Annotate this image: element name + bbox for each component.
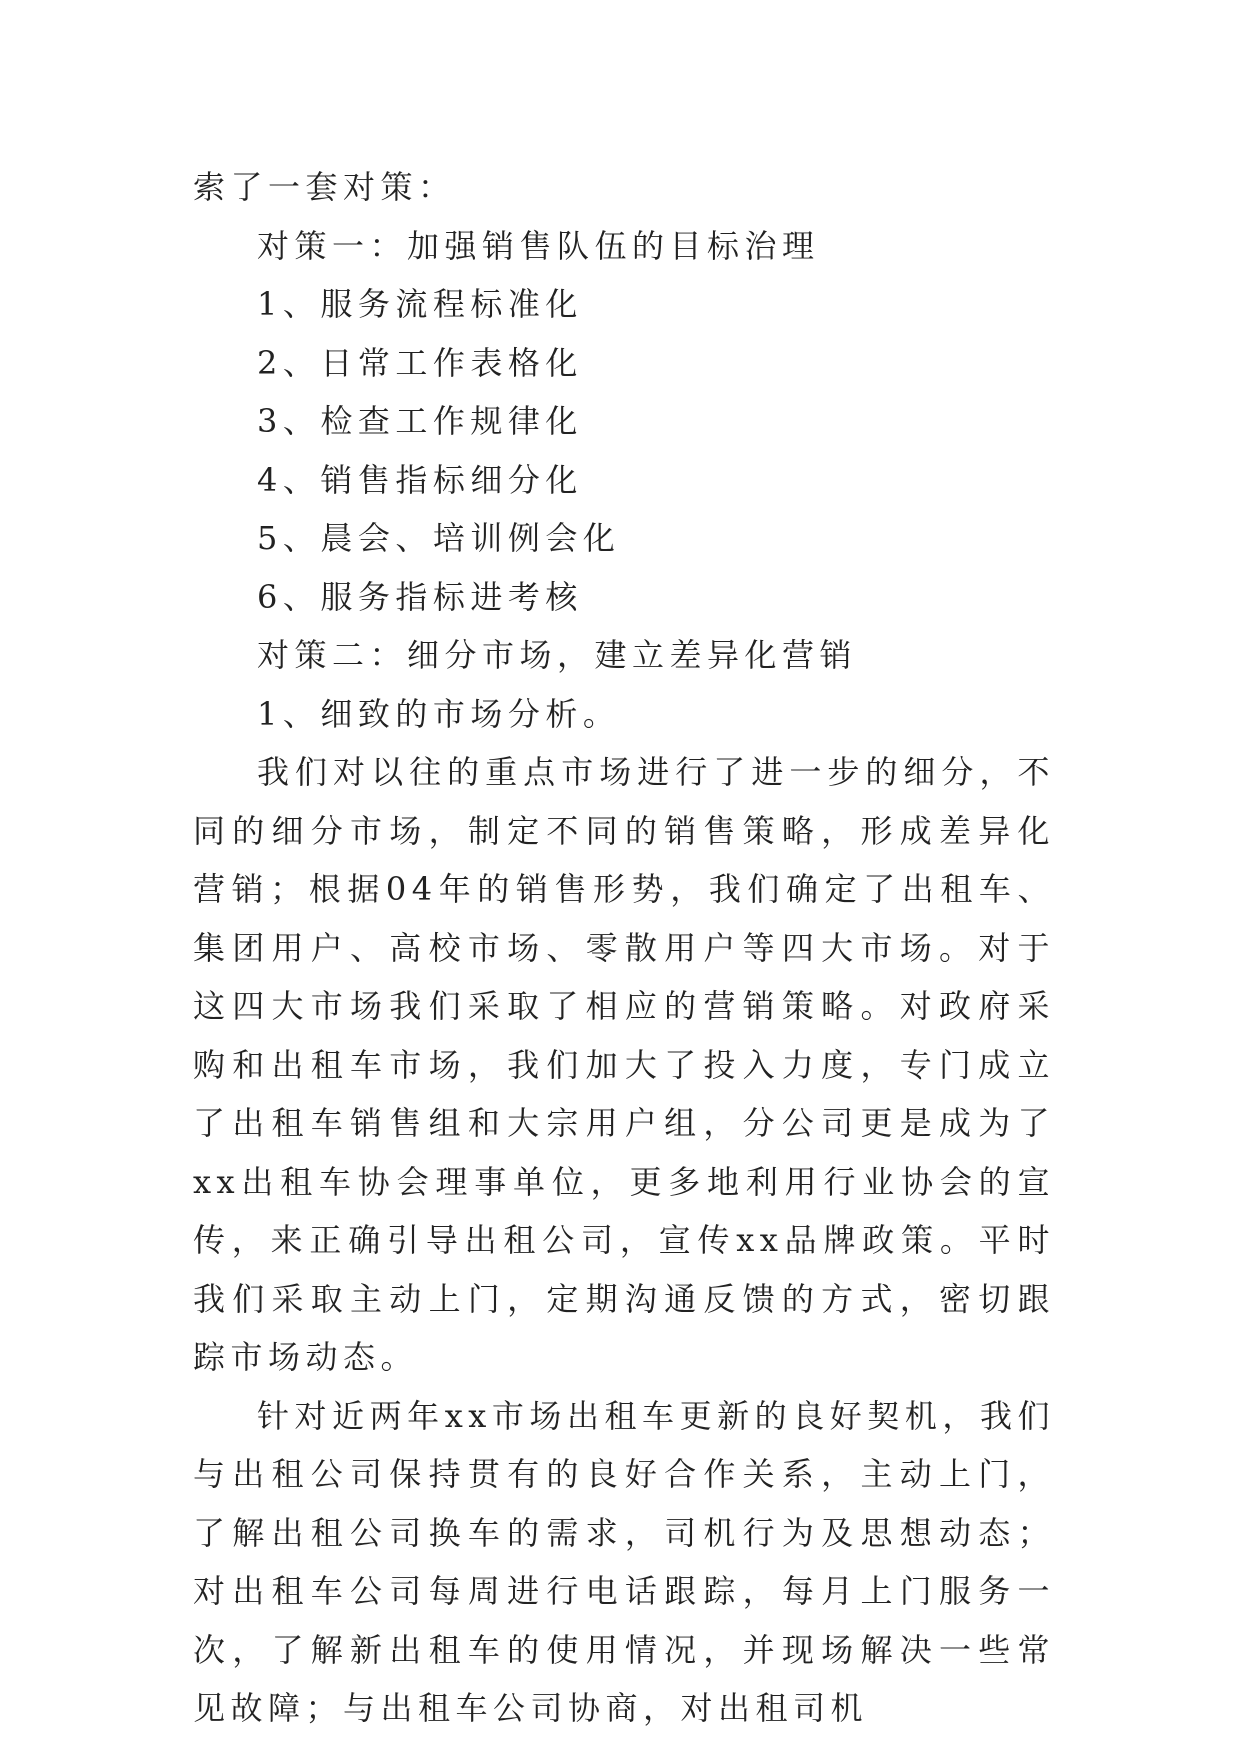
body-paragraph: 我们对以往的重点市场进行了进一步的细分，不同的细分市场，制定不同的销售策略，形成差异化营销；根据04年的销售形势，我们确定了出租车、集团用户、高校市场、零散用户等四大市场。对于这四大市场我们采取了相应的营销策略。对政府采购和出租车市场，我们加大了投入力度，专门成立了出租车销售组和大宗用户组，分公司更是成为了xx出租车协会理事单位，更多地利用行业协会的宣传，来正确引导出租公司，宣传xx品牌政策。平时我们采取主动上门，定期沟通反馈的方式，密切跟踪市场动态。	[193, 753, 1055, 1376]
list-item: 5、晨会、培训例会化	[257, 519, 621, 557]
list-item: 1、服务流程标准化	[257, 285, 583, 323]
body-paragraph: 针对近两年xx市场出租车更新的良好契机，我们与出租公司保持贯有的良好合作关系，主动上门，了解出租公司换车的需求，司机行为及思想动态；对出租车公司每周进行电话跟踪，每月上门服务一次，了解新出租车的使用情况，并现场解决一些常见故障；与出租车公司协商，对出租司机	[193, 1396, 1055, 1727]
sub-heading: 1、细致的市场分析。	[257, 694, 621, 733]
list-item: 3、检查工作规律化	[257, 402, 583, 440]
text-line-continuation: 索了一套对策：	[193, 168, 456, 206]
list-item: 4、销售指标细分化	[257, 460, 583, 499]
strategy-two-heading: 对策二：细分市场，建立差异化营销	[257, 636, 858, 674]
list-item: 6、服务指标进考核	[257, 577, 583, 616]
list-item: 2、日常工作表格化	[257, 343, 583, 382]
strategy-one-heading: 对策一：加强销售队伍的目标治理	[257, 226, 820, 265]
document-body	[193, 158, 1055, 1738]
